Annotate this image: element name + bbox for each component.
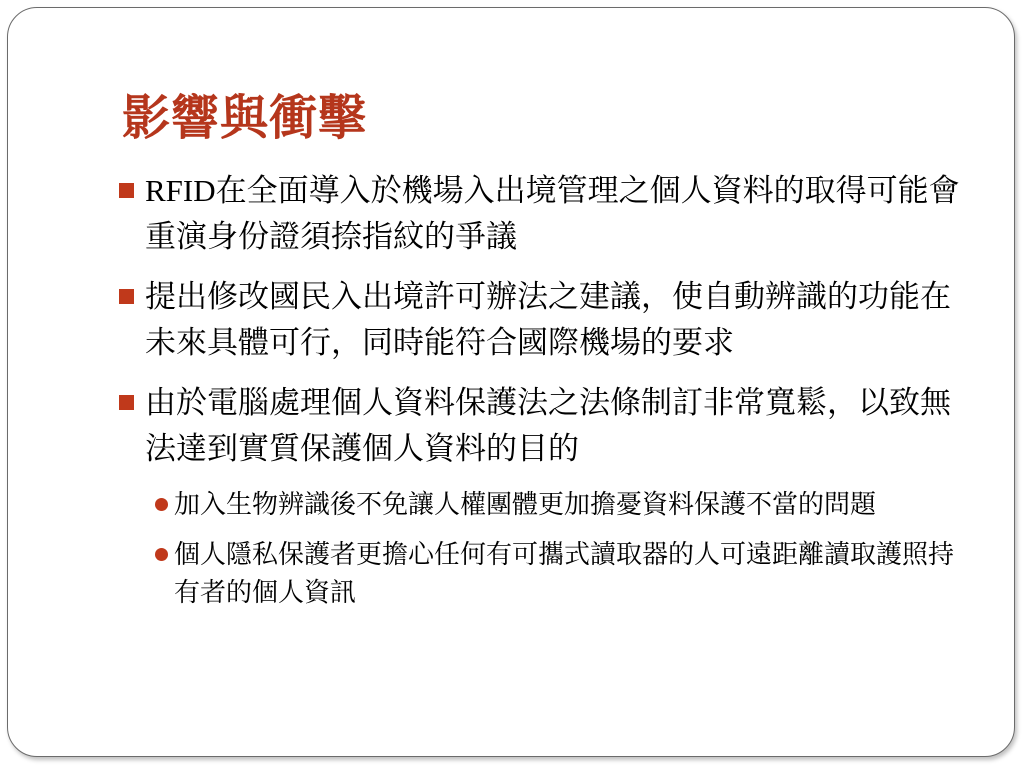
subbullet-text: 加入生物辨識後不免讓人權團體更加擔憂資料保護不當的問題 — [174, 490, 877, 520]
bullet-prefix: RFID — [145, 173, 216, 208]
square-bullet-icon — [119, 395, 134, 410]
subbullet-item — [152, 536, 972, 612]
bullet-item — [112, 168, 972, 260]
round-bullet-icon — [155, 548, 168, 561]
bullet-item — [112, 380, 972, 472]
round-bullet-icon — [155, 498, 168, 511]
bullet-text: 由於電腦處理個人資料保護法之法條制訂非常寬鬆，以致無法達到實質保護個人資料的目的 — [145, 385, 951, 467]
bullet-text: 提出修改國民入出境許可辦法之建議，使自動辨識的功能在未來具體可行，同時能符合國際機場的要求 — [145, 279, 951, 361]
subbullet-item — [152, 486, 972, 524]
bullet-text: 在全面導入於機場入出境管理之個人資料的取得可能會重演身份證須捺指紋的爭議 — [145, 173, 960, 255]
slide-content — [112, 168, 972, 624]
square-bullet-icon — [119, 183, 134, 198]
slide-title: 影響與衝擊 — [122, 90, 368, 146]
bullet-item — [112, 274, 972, 366]
square-bullet-icon — [119, 289, 134, 304]
subbullet-text: 個人隱私保護者更擔心任何有可攜式讀取器的人可遠距離讀取護照持有者的個人資訊 — [174, 540, 955, 608]
